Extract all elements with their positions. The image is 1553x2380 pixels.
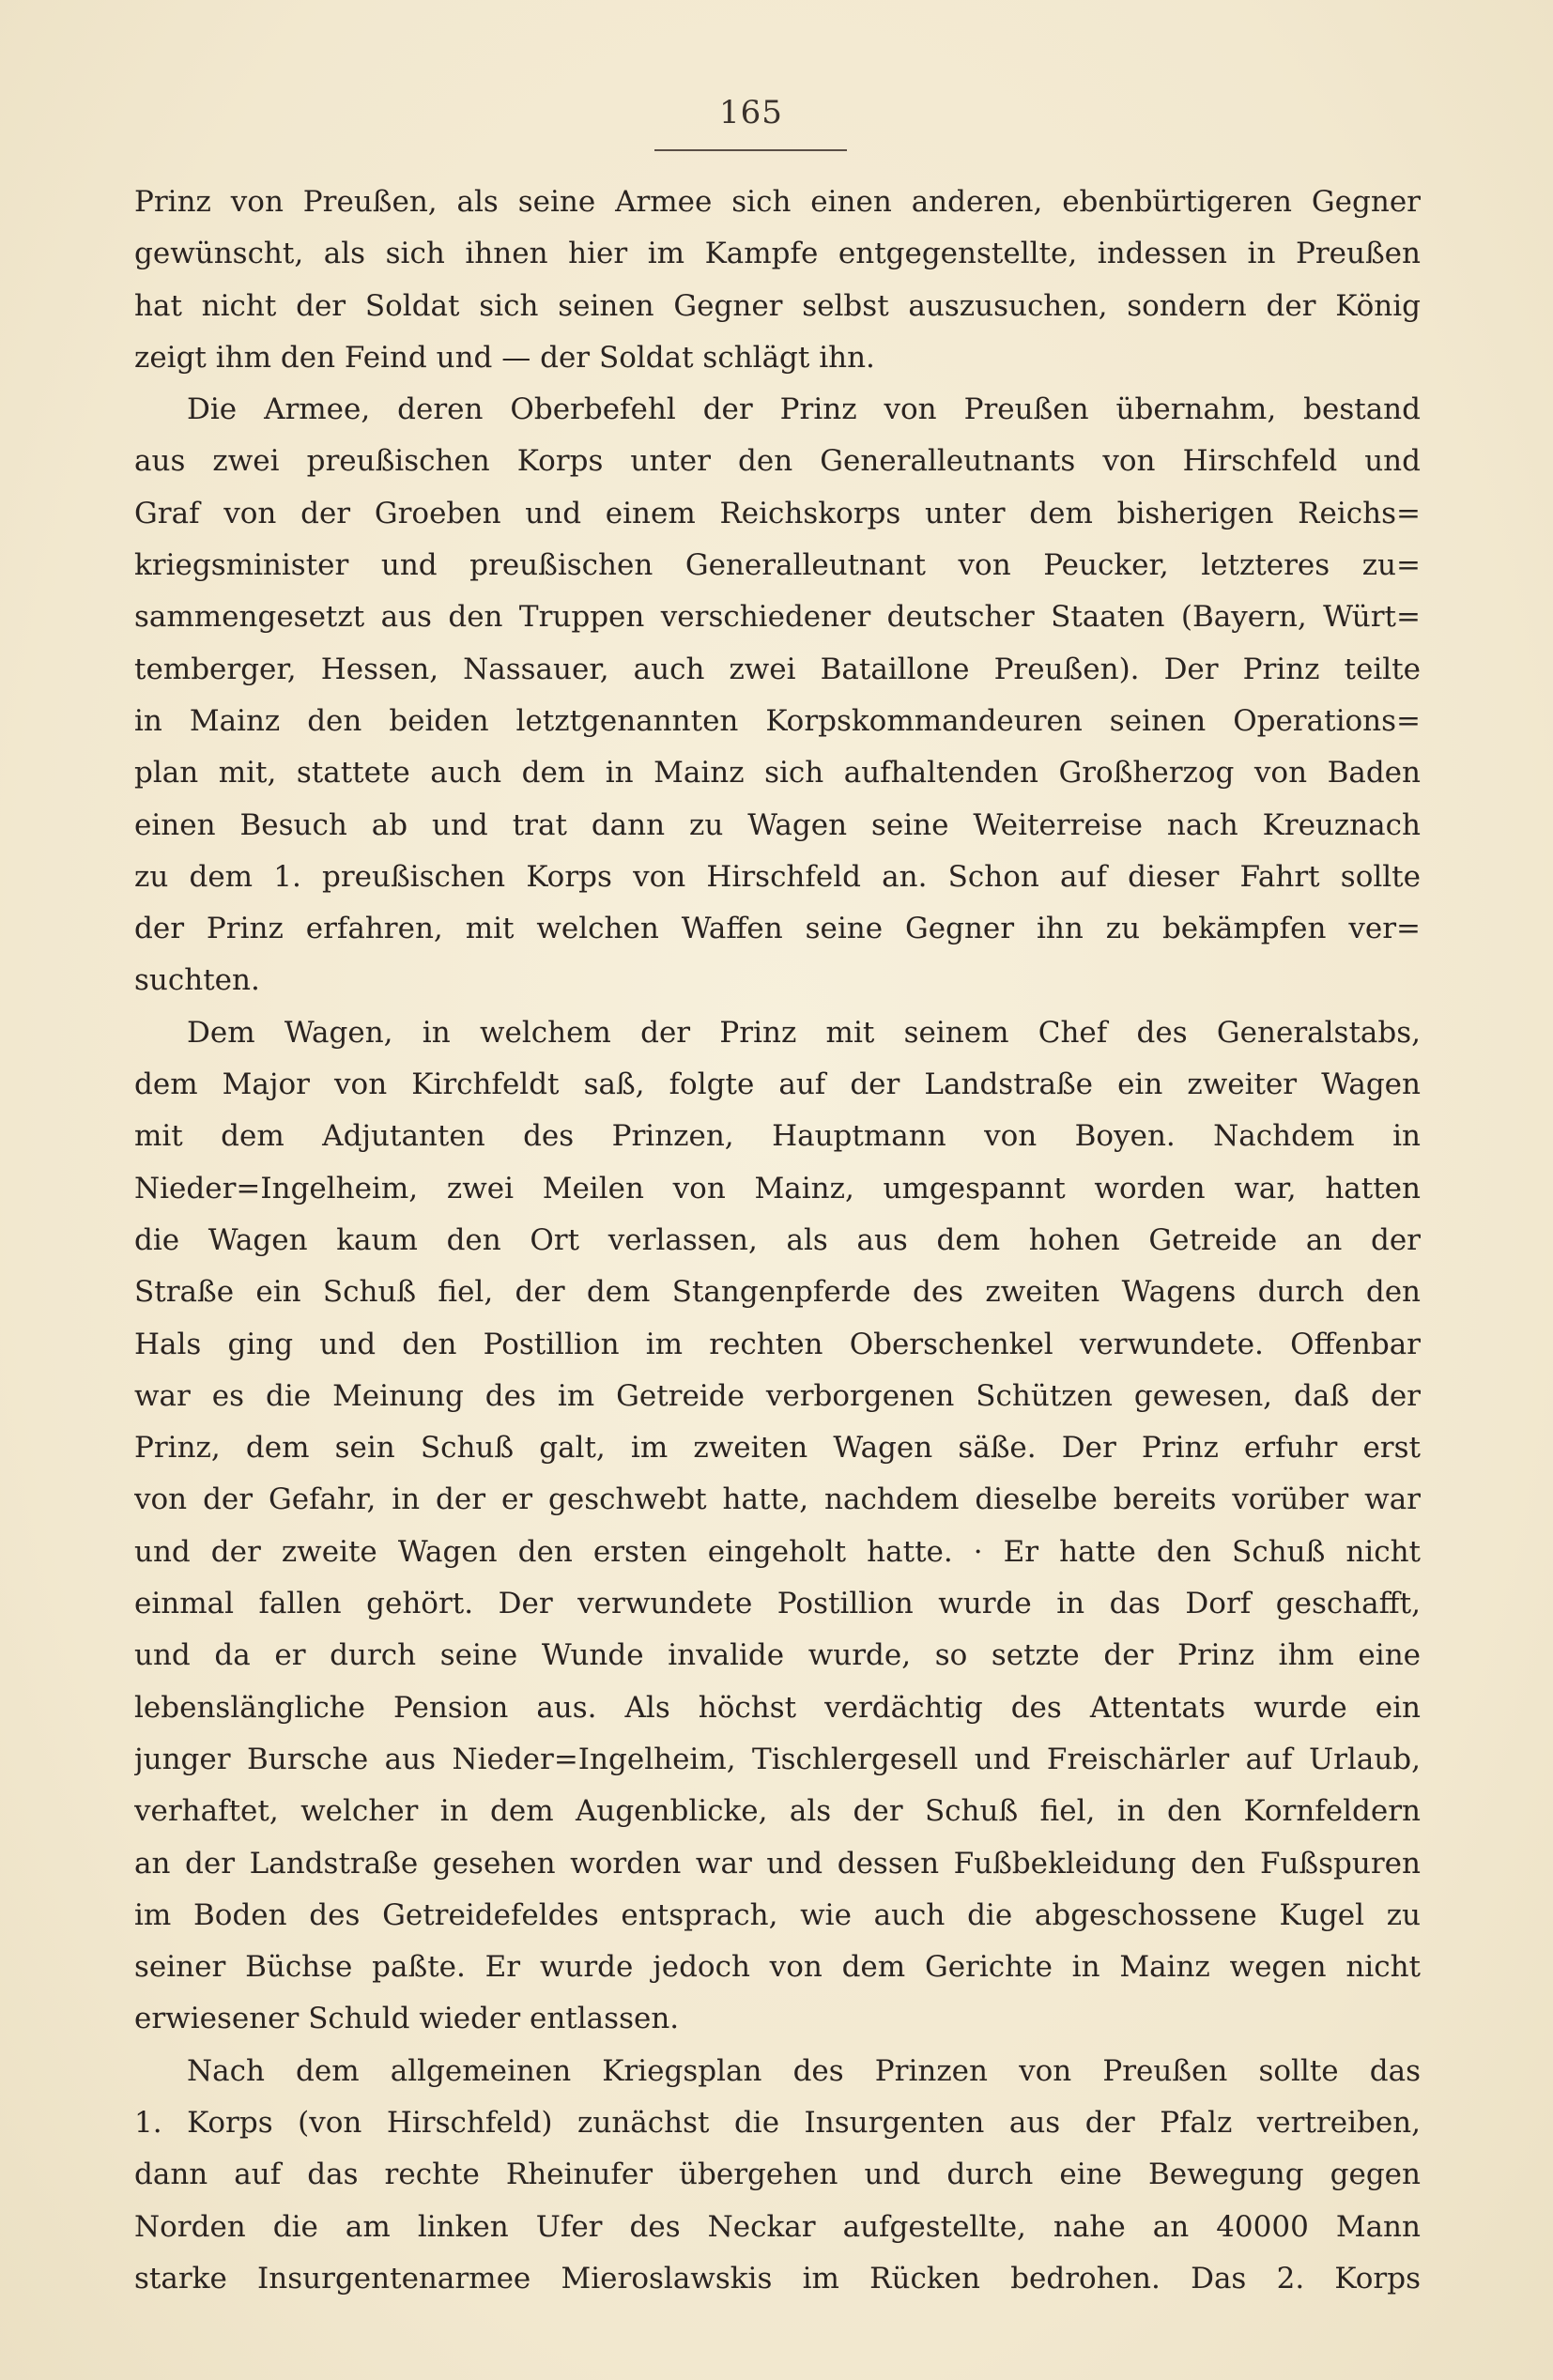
text-line: seiner Büchse paßte. Er wurde jedoch von dem Gerichte in Mainz wegen nicht	[134, 1950, 1421, 1985]
body-text	[134, 177, 1421, 2305]
text-line: starke Insurgentenarmee Mieroslawskis im Rücken bedrohen. Das 2. Korps	[134, 2261, 1421, 2296]
text-line: Prinz, dem sein Schuß galt, im zweiten Wagen säße. Der Prinz erfuhr erst	[134, 1431, 1421, 1466]
text-line: lebenslängliche Pension aus. Als höchst verdächtig des Attentats wurde ein	[134, 1690, 1421, 1725]
text-line: hat nicht der Soldat sich seinen Gegner selbst auszusuchen, sondern der König	[134, 288, 1421, 323]
text-line: dann auf das rechte Rheinufer übergehen und durch eine Bewegung gegen	[134, 2157, 1421, 2192]
text-line: temberger, Hessen, Nassauer, auch zwei Bataillone Preußen). Der Prinz teilte	[134, 652, 1421, 686]
text-line: war es die Meinung des im Getreide verborgenen Schützen gewesen, daß der	[134, 1378, 1421, 1413]
text-line: an der Landstraße gesehen worden war und dessen Fußbekleidung den Fußspuren	[134, 1846, 1421, 1881]
text-line: Nieder=Ingelheim, zwei Meilen von Mainz, umgespannt worden war, hatten	[134, 1171, 1421, 1205]
text-line: Straße ein Schuß fiel, der dem Stangenpferde des zweiten Wagens durch den	[134, 1275, 1421, 1310]
text-line: der Prinz erfahren, mit welchen Waffen seine Gegner ihn zu bekämpfen ver=	[134, 912, 1421, 946]
text-line: zeigt ihm den Feind und — der Soldat schlägt ihn.	[134, 340, 875, 375]
text-line: erwiesener Schuld wieder entlassen.	[134, 2002, 680, 2036]
text-line: Graf von der Groeben und einem Reichskorps unter dem bisherigen Reichs=	[134, 496, 1421, 530]
page-number: 165	[719, 94, 783, 131]
text-line: die Wagen kaum den Ort verlassen, als aus dem hohen Getreide an der	[134, 1222, 1421, 1257]
text-line: suchten.	[134, 963, 260, 998]
text-line: mit dem Adjutanten des Prinzen, Hauptmann von Boyen. Nachdem in	[134, 1119, 1421, 1154]
text-line: sammengesetzt aus den Truppen verschiedener deutscher Staaten (Bayern, Würt=	[134, 600, 1421, 635]
text-line: gewünscht, als sich ihnen hier im Kampfe entgegenstellte, indessen in Preußen	[134, 237, 1421, 271]
text-line: Norden die am linken Ufer des Neckar aufgestellte, nahe an 40000 Mann	[134, 2209, 1421, 2244]
text-line: aus zwei preußischen Korps unter den Generalleutnants von Hirschfeld und	[134, 444, 1421, 479]
text-line: Hals ging und den Postillion im rechten Oberschenkel verwundete. Offenbar	[134, 1327, 1421, 1361]
text-line: und da er durch seine Wunde invalide wurde, so setzte der Prinz ihm eine	[134, 1638, 1421, 1673]
text-line: kriegsminister und preußischen Generalleutnant von Peucker, letzteres zu=	[134, 548, 1421, 583]
text-line: einmal fallen gehört. Der verwundete Postillion wurde in das Dorf geschafft,	[134, 1587, 1421, 1621]
text-line: junger Bursche aus Nieder=Ingelheim, Tischlergesell und Freischärler auf Urlaub,	[134, 1742, 1421, 1776]
text-line: Die Armee, deren Oberbefehl der Prinz von Preußen übernahm, bestand	[187, 392, 1421, 427]
text-line: und der zweite Wagen den ersten eingeholt hatte. · Er hatte den Schuß nicht	[134, 1534, 1421, 1569]
text-line: von der Gefahr, in der er geschwebt hatte, nachdem dieselbe bereits vorüber war	[134, 1482, 1421, 1517]
text-line: Dem Wagen, in welchem der Prinz mit seinem Chef des Generalstabs,	[187, 1015, 1421, 1050]
text-line: plan mit, stattete auch dem in Mainz sich aufhaltenden Großherzog von Baden	[134, 756, 1421, 791]
text-line: verhaftet, welcher in dem Augenblicke, als der Schuß fiel, in den Kornfeldern	[134, 1794, 1421, 1829]
text-line: zu dem 1. preußischen Korps von Hirschfeld an. Schon auf dieser Fahrt sollte	[134, 859, 1421, 894]
text-line: in Mainz den beiden letztgenannten Korpskommandeuren seinen Operations=	[134, 703, 1421, 738]
text-line: Prinz von Preußen, als seine Armee sich einen anderen, ebenbürtigeren Gegner	[134, 185, 1421, 219]
text-line: im Boden des Getreidefeldes entsprach, wie auch die abgeschossene Kugel zu	[134, 1897, 1421, 1932]
text-line: 1. Korps (von Hirschfeld) zunächst die Insurgenten aus der Pfalz vertreiben,	[134, 2105, 1421, 2140]
text-line: Nach dem allgemeinen Kriegsplan des Prinzen von Preußen sollte das	[187, 2053, 1421, 2088]
text-line: dem Major von Kirchfeldt saß, folgte auf der Landstraße ein zweiter Wagen	[134, 1067, 1421, 1102]
header-rule	[654, 149, 847, 151]
text-line: einen Besuch ab und trat dann zu Wagen seine Weiterreise nach Kreuznach	[134, 807, 1421, 842]
